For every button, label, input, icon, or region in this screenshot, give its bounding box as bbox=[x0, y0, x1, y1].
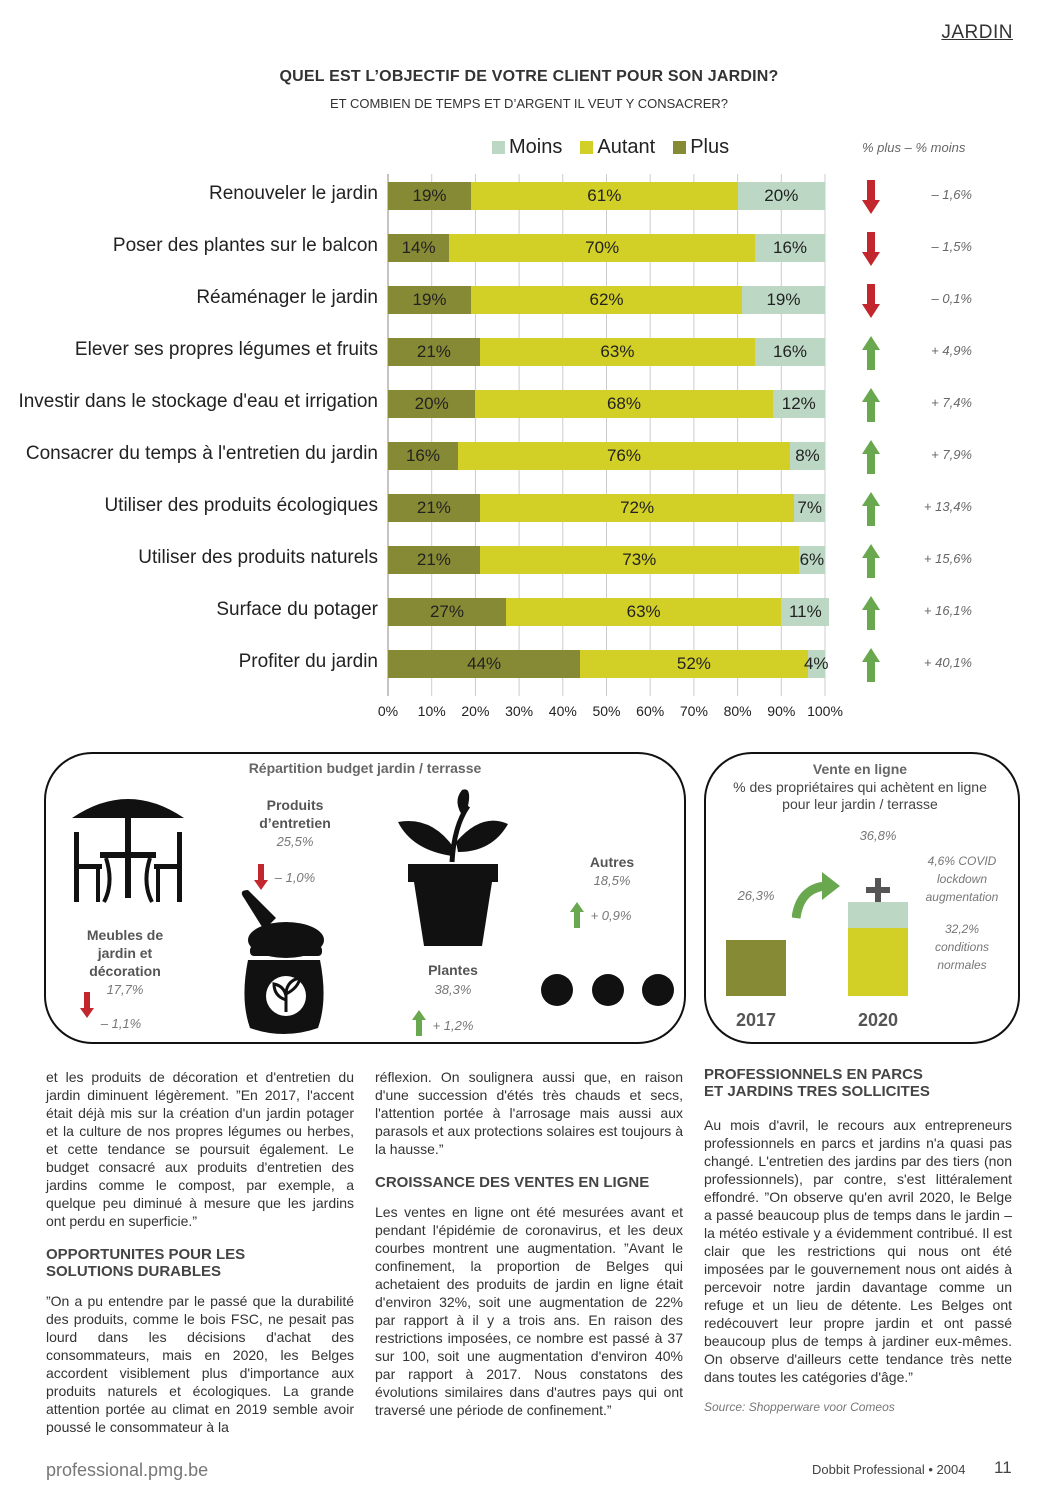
x-tick-label: 50% bbox=[592, 703, 621, 719]
data-label: 52% bbox=[676, 654, 711, 673]
data-label: 7% bbox=[797, 498, 822, 517]
data-label: 21% bbox=[416, 342, 451, 361]
bar-2020-value: 36,8% bbox=[859, 828, 897, 843]
category-label: Consacrer du temps à l'entretien du jardin bbox=[25, 443, 378, 464]
meubles-label: Meubles de jardin et décoration bbox=[86, 927, 164, 979]
article-column-1 bbox=[46, 1068, 354, 1436]
data-label: 44% bbox=[467, 654, 502, 673]
up-arrow-icon bbox=[862, 492, 880, 526]
x-tick-label: 80% bbox=[723, 703, 752, 719]
x-tick-label: 30% bbox=[505, 703, 534, 719]
data-label: 73% bbox=[622, 550, 657, 569]
data-label: 63% bbox=[626, 602, 661, 621]
category-label: Investir dans le stockage d'eau et irrigation bbox=[18, 391, 378, 412]
data-label: 19% bbox=[766, 290, 801, 309]
ellipsis-dots-icon bbox=[540, 972, 676, 1008]
legend-label: Autant bbox=[597, 136, 656, 158]
up-arrow-icon bbox=[862, 648, 880, 682]
x-tick-label: 10% bbox=[417, 703, 446, 719]
data-label: 63% bbox=[600, 342, 635, 361]
article-column-2 bbox=[375, 1068, 683, 1419]
plantes-change: + 1,2% bbox=[432, 1018, 474, 1033]
down-arrow-icon bbox=[862, 232, 880, 266]
data-label: 68% bbox=[606, 394, 641, 413]
data-label: 16% bbox=[405, 446, 440, 465]
data-label: 16% bbox=[773, 238, 808, 257]
down-arrow-icon bbox=[862, 180, 880, 214]
heading-ventes: CROISSANCE DES VENTES EN LIGNE bbox=[375, 1174, 650, 1191]
growth-curve-arrow-icon bbox=[792, 868, 842, 922]
article-paragraph: et les produits de décoration et d'entretien du jardin diminuent légèrement. ”En 2017, l'accent était déjà mis sur la création d'un jardin potager et la culture de nos propres légumes ou herbes, et cette tendance se poursuit également. Le budget consacré aux produits d'entretien des jardins comme le compost, par exemple, a quelque peu diminué à mesure que les jardins ont perdu en superficie.” bbox=[46, 1069, 354, 1229]
up-arrow-icon bbox=[862, 596, 880, 630]
diff-value: + 16,1% bbox=[923, 603, 972, 618]
bar-2020-normal bbox=[848, 928, 908, 996]
diff-value: + 15,6% bbox=[923, 551, 972, 566]
patio-table-umbrella-icon bbox=[66, 788, 190, 908]
x-tick-label: 100% bbox=[807, 703, 843, 719]
category-label: Utiliser des produits naturels bbox=[138, 547, 378, 568]
article-column-3 bbox=[704, 1066, 1012, 1416]
up-arrow-icon bbox=[862, 440, 880, 474]
plus-sign-icon bbox=[866, 878, 890, 902]
up-arrow-icon bbox=[412, 1010, 426, 1036]
data-label: 19% bbox=[412, 290, 447, 309]
diff-value: – 1,6% bbox=[931, 187, 972, 202]
diff-header: % plus – % moins bbox=[862, 140, 966, 155]
down-arrow-icon bbox=[862, 284, 880, 318]
diff-value: + 40,1% bbox=[923, 655, 972, 670]
autres-value: 18,5% bbox=[593, 873, 631, 888]
x-tick-label: 90% bbox=[767, 703, 796, 719]
category-label: Renouveler le jardin bbox=[209, 183, 378, 204]
data-label: 20% bbox=[414, 394, 449, 413]
data-label: 27% bbox=[429, 602, 464, 621]
data-label: 20% bbox=[764, 186, 799, 205]
meubles-value: 17,7% bbox=[106, 982, 144, 997]
category-label: Utiliser des produits écologiques bbox=[104, 495, 378, 516]
data-label: 76% bbox=[606, 446, 641, 465]
up-arrow-icon bbox=[570, 902, 584, 928]
online-title: Vente en ligne bbox=[812, 761, 908, 777]
page-number: 11 bbox=[994, 1458, 1012, 1477]
chart-title: QUEL EST L’OBJECTIF DE VOTRE CLIENT POUR SON JARDIN? bbox=[279, 68, 779, 85]
x-tick-label: 0% bbox=[377, 703, 399, 719]
footer-url[interactable]: professional.pmg.be bbox=[46, 1460, 209, 1480]
data-label: 19% bbox=[412, 186, 447, 205]
heading-durables: OPPORTUNITES POUR LES SOLUTIONS DURABLES bbox=[46, 1246, 246, 1280]
chart-gridlines bbox=[0, 0, 1058, 740]
covid-label: 4,6% COVID lockdown augmentation bbox=[925, 854, 999, 904]
data-label: 16% bbox=[773, 342, 808, 361]
normal-label: 32,2% conditions normales bbox=[934, 922, 990, 972]
data-label: 12% bbox=[781, 394, 816, 413]
produits-label: Produits d’entretien bbox=[259, 797, 331, 831]
up-arrow-icon bbox=[862, 336, 880, 370]
article-paragraph: Les ventes en ligne ont été mesurées avant et pendant l'épidémie de coronavirus, et les deux courbes montrent une augmentation. ”Avant le confinement, la proportion de Belges qui achetaient des produits de jardin en ligne était d'environ 32%, soit une augmentation de 22% par rapport à il y a trois ans. En raison des restrictions imposées, ce nombre est passé à 37 sur 100, soit une augmentation d'environ 40% par rapport à 2017. Nous constatons des évolutions similaires dans d'autres pays qui ont traversé une période de confinement.” bbox=[375, 1204, 683, 1418]
category-label: Réaménager le jardin bbox=[196, 287, 378, 308]
data-label: 62% bbox=[589, 290, 624, 309]
year-2017: 2017 bbox=[735, 1010, 777, 1030]
bar-2017 bbox=[726, 940, 786, 996]
autres-change: + 0,9% bbox=[590, 908, 632, 923]
article-paragraph: ”On a pu entendre par le passé que la durabilité des produits, comme le bois FSC, ne pesait pas lourd dans les décisions d'achat des consommateurs, mais en 2020, les Belges accordent visiblement plus d'importance aux produits naturels et écologiques. La grande attention portée au climat en 2019 semble avoir poussé le consommateur à la bbox=[46, 1293, 354, 1435]
x-tick-label: 60% bbox=[636, 703, 665, 719]
data-label: 11% bbox=[788, 602, 822, 621]
article-paragraph: Au mois d'avril, le recours aux entrepreneurs professionnels en parcs et jardins n'a quasi pas changé. L'entretien des jardins par des tiers (non professionnels), par contre, s'est littéralement effondré. ”On observe qu'en avril 2020, le Belge a passé beaucoup plus de temps dans le jardin – la météo estivale y a évidemment contribué. Il est clair que les restrictions qui nous ont été imposées par le gouvernement nous ont aidés à percevoir notre jardin davantage comme un refuge et un lieu de détente. Les Belges ont redécouvert leur propre jardin et ont passé beaucoup plus de temps à jardiner eux-mêmes. On observe d'ailleurs cette tendance très nette dans toutes les catégories d'âge.” bbox=[704, 1117, 1012, 1385]
data-label: 21% bbox=[416, 498, 451, 517]
diff-value: + 4,9% bbox=[931, 343, 972, 358]
data-label: 72% bbox=[620, 498, 655, 517]
plantes-label: Plantes bbox=[428, 962, 478, 978]
x-tick-label: 40% bbox=[548, 703, 577, 719]
x-tick-label: 70% bbox=[679, 703, 708, 719]
footer-publication: Dobbit Professional • 2004 bbox=[812, 1462, 966, 1477]
online-subtitle: % des propriétaires qui achètent en ligne pour leur jardin / terrasse bbox=[733, 779, 987, 812]
data-label: 21% bbox=[416, 550, 451, 569]
data-label: 8% bbox=[795, 446, 820, 465]
chart-subtitle: ET COMBIEN DE TEMPS ET D’ARGENT IL VEUT Y CONSACRER? bbox=[329, 96, 729, 111]
diff-value: – 1,5% bbox=[931, 239, 972, 254]
diff-value: + 7,4% bbox=[931, 395, 972, 410]
data-label: 14% bbox=[401, 238, 436, 257]
down-arrow-icon bbox=[254, 864, 268, 890]
down-arrow-icon bbox=[80, 992, 94, 1018]
category-label: Elever ses propres légumes et fruits bbox=[74, 339, 378, 360]
category-label: Poser des plantes sur le balcon bbox=[112, 235, 378, 256]
x-tick-label: 20% bbox=[461, 703, 490, 719]
section-tag: JARDIN bbox=[941, 22, 1013, 43]
data-label: 6% bbox=[799, 550, 825, 569]
legend-label: Moins bbox=[509, 136, 563, 158]
up-arrow-icon bbox=[862, 544, 880, 578]
bar-2017-value: 26,3% bbox=[737, 888, 775, 903]
data-label: 70% bbox=[585, 238, 620, 257]
autres-label: Autres bbox=[589, 854, 635, 870]
meubles-change: – 1,1% bbox=[100, 1016, 142, 1031]
diff-value: + 13,4% bbox=[923, 499, 972, 514]
budget-panel-title: Répartition budget jardin / terrasse bbox=[248, 760, 482, 776]
category-label: Profiter du jardin bbox=[238, 651, 378, 672]
potted-plant-icon bbox=[392, 786, 514, 948]
article-paragraph: réflexion. On soulignera aussi que, en raison d'une succession d'étés très chauds et secs, l'attention portée à l'arrosage mais aussi aux parasols et aux protections solaires est toujours à la hausse.” bbox=[375, 1069, 683, 1157]
produits-change: – 1,0% bbox=[274, 870, 316, 885]
year-2020: 2020 bbox=[857, 1010, 899, 1030]
data-label: 4% bbox=[803, 654, 829, 673]
compost-bag-icon bbox=[236, 888, 332, 1040]
diff-value: – 0,1% bbox=[931, 291, 972, 306]
up-arrow-icon bbox=[862, 388, 880, 422]
produits-value: 25,5% bbox=[276, 834, 314, 849]
heading-pros: PROFESSIONNELS EN PARCS ET JARDINS TRES SOLLICITES bbox=[704, 1066, 930, 1100]
diff-value: + 7,9% bbox=[931, 447, 972, 462]
plantes-value: 38,3% bbox=[434, 982, 472, 997]
category-label: Surface du potager bbox=[216, 599, 378, 620]
data-label: 61% bbox=[587, 186, 622, 205]
bar-2020-covid bbox=[848, 902, 908, 927]
source-note: Source: Shopperware voor Comeos bbox=[704, 1400, 895, 1414]
legend-label: Plus bbox=[690, 136, 730, 158]
